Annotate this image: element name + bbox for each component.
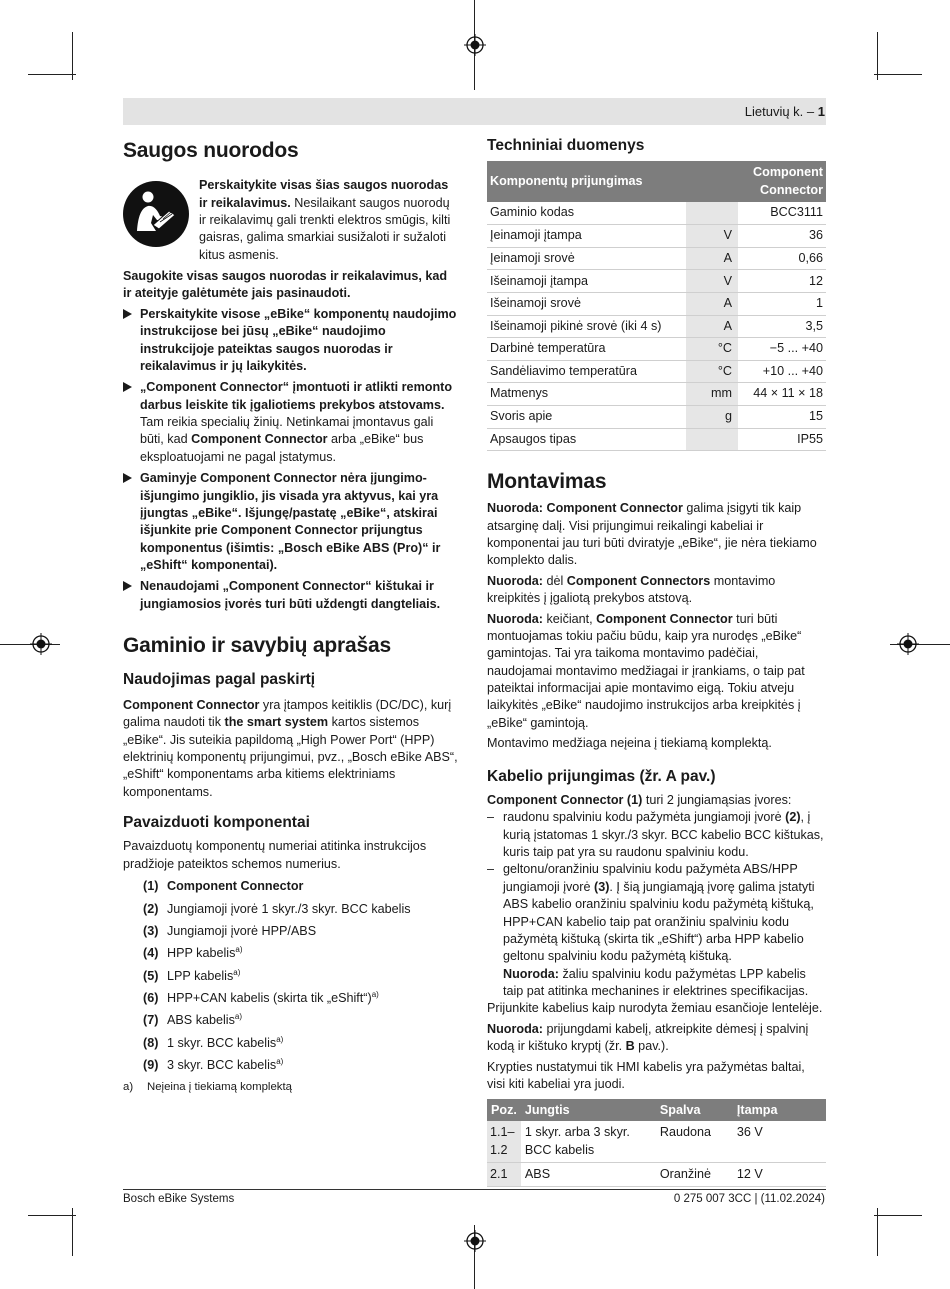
table-row: [487, 225, 826, 248]
component-label: HPP+CAN kabelis (skirta tik „eShift“): [167, 991, 372, 1005]
safety-item: [123, 379, 458, 466]
connection-table: [487, 1099, 826, 1187]
table-row: [487, 270, 826, 293]
product-title: Gaminio ir savybių aprašas: [123, 634, 391, 658]
cell-unit: A: [686, 315, 738, 338]
cell-unit: °C: [686, 360, 738, 383]
cell-label: Apsaugos tipas: [487, 428, 686, 451]
component-item: [123, 968, 458, 985]
safety-keep-text: Saugokite visas saugos nuorodas ir reikalavimus, kad ir ateityje galėtumėte jais pasinaudoti.: [123, 269, 448, 301]
arrow-bullet-icon: [123, 382, 132, 392]
safety-item: [123, 306, 458, 376]
cable-item-text: geltonu/oranžiniu spalviniu kodu pažymėta ABS/HPP jungiamoji įvorė: [503, 862, 798, 894]
tech-header-right: Component Connector: [738, 161, 826, 202]
note-bold: Component Connector: [596, 611, 733, 626]
cell-unit: [686, 202, 738, 225]
cell-value: −5 ... +40: [738, 338, 826, 361]
connection-table-header: [487, 1099, 826, 1121]
table-row: [487, 1163, 826, 1187]
crop-mark: [72, 32, 73, 80]
cell-value: 1: [738, 293, 826, 316]
table-row: [487, 202, 826, 225]
component-label: ABS kabelis: [167, 1013, 235, 1028]
note-text: montavimo kreipkitės į įgaliotą prekybos atstovą.: [487, 573, 776, 606]
cell-unit: °C: [686, 338, 738, 361]
cell-label: Svoris apie: [487, 405, 686, 428]
note-text: keičiant,: [542, 611, 597, 626]
cell-poz: 1.1–1.2: [487, 1121, 521, 1162]
cell-label: Darbinė temperatūra: [487, 338, 686, 361]
footnote-label: a): [123, 1080, 134, 1093]
cell-value: +10 ... +40: [738, 360, 826, 383]
table-row: [487, 405, 826, 428]
component-number: (8): [143, 1035, 159, 1050]
left-column: [123, 138, 458, 1095]
component-number: (1): [143, 879, 159, 894]
table-row: [487, 338, 826, 361]
cell-label: Matmenys: [487, 383, 686, 406]
safety-list: [123, 306, 458, 613]
note-label: Nuoroda:: [487, 501, 543, 516]
note-bold: B: [625, 1039, 635, 1054]
cable-intro-bold: Component Connector (1): [487, 792, 643, 807]
component-item: [123, 1057, 458, 1074]
footer-right: 0 275 007 3CC | (11.02.2024): [673, 1193, 825, 1205]
cell-poz: 2.1: [487, 1163, 521, 1187]
component-item: [123, 1012, 458, 1029]
cell-jungtis: ABS: [521, 1163, 656, 1187]
mount-note-1: [487, 500, 826, 570]
registration-mark-icon: [897, 633, 919, 655]
cable-intro-text: turi 2 jungiamąsias įvores:: [642, 792, 792, 807]
tech-table: [487, 161, 826, 451]
note-text: prijungdami kabelį, atkreipkite dėmesį į spalvinį kodą ir kištuko kryptį (žr.: [487, 1021, 809, 1054]
col-itampa: Įtampa: [733, 1099, 826, 1121]
note-bold: Component Connector: [542, 501, 683, 516]
component-label: 1 skyr. BCC kabelis: [167, 1035, 277, 1050]
safety-intro-text: [199, 177, 458, 264]
cell-spalva: Oranžinė: [656, 1163, 733, 1187]
crop-mark: [874, 74, 922, 75]
footnote-text: Neįeina į tiekiamą komplektą: [147, 1080, 292, 1093]
crop-mark: [28, 1215, 76, 1216]
cell-label: Įeinamoji srovė: [487, 247, 686, 270]
cable-item-number: (3): [594, 879, 610, 894]
safety-item: [123, 578, 458, 613]
component-item: [123, 878, 458, 895]
component-item: [123, 923, 458, 940]
arrow-bullet-icon: [123, 309, 132, 319]
crop-mark: [28, 74, 76, 75]
cell-label: Sandėliavimo temperatūra: [487, 360, 686, 383]
crop-mark: [874, 1215, 922, 1216]
note-bold: Component Connectors: [566, 573, 711, 588]
cell-itampa: 36 V: [733, 1121, 826, 1162]
cable-item-text: , į kurią įstatomas 1 skyr./3 skyr. BCC kabelio BCC kištukas, kuris taip pat yra su raudonu spalviniu kodu.: [503, 810, 824, 860]
cable-note: [487, 1021, 826, 1056]
cell-label: Išeinamoji srovė: [487, 293, 686, 316]
cable-connect: Prijunkite kabelius kaip nurodyta žemiau esančioje lentelėje.: [487, 1001, 823, 1016]
cell-label: Išeinamoji įtampa: [487, 270, 686, 293]
cable-list-item: [487, 861, 826, 1000]
header-bar: [123, 98, 826, 125]
footnote-ref: a): [234, 1012, 243, 1022]
cell-unit: A: [686, 247, 738, 270]
cell-unit: V: [686, 270, 738, 293]
safety-intro-rest: Nesilaikant saugos nuorodų ir reikalavimų gali trenkti elektros smūgis, kilti gaisras, galima smarkiai susižaloti ir sužaloti kitus asmenis.: [199, 195, 451, 262]
safety-item-text: Tam reikia specialių žinių. Netinkamai įmontavus gali būti, kad: [140, 415, 434, 447]
component-number: (4): [143, 946, 159, 961]
cell-value: 44 × 11 × 18: [738, 383, 826, 406]
note-text: dėl: [542, 573, 567, 588]
table-row: [487, 383, 826, 406]
component-number: (6): [143, 991, 159, 1005]
intended-use-text: [123, 697, 458, 801]
header-language: Lietuvių k. –: [744, 104, 818, 119]
dash-bullet: –: [487, 862, 495, 877]
cell-unit: [686, 428, 738, 451]
cable-item-text: raudonu spalviniu kodu pažymėta jungiamoji įvorė: [503, 810, 786, 825]
arrow-bullet-icon: [123, 473, 132, 483]
component-item: [123, 990, 458, 1007]
cell-unit: mm: [686, 383, 738, 406]
safety-intro: [123, 177, 458, 264]
cell-value: 3,5: [738, 315, 826, 338]
cell-value: 15: [738, 405, 826, 428]
col-poz: Poz.: [487, 1099, 521, 1121]
note-label: Nuoroda:: [487, 573, 543, 588]
cell-unit: g: [686, 405, 738, 428]
mount-material: Montavimo medžiaga neįeina į tiekiamą komplektą.: [487, 736, 772, 751]
safety-item-bold: „Component Connector“ įmontuoti ir atlikti remonto darbus leiskite tik įgaliotiems prekybos atstovams.: [140, 380, 453, 412]
mount-title: Montavimas: [487, 470, 607, 494]
footer-divider: [123, 1189, 826, 1190]
tech-title: Techniniai duomenys: [487, 137, 645, 154]
table-row: [487, 247, 826, 270]
components-intro: Pavaizduotų komponentų numeriai atitinka instrukcijos pradžioje pateiktos schemos numerius.: [123, 839, 427, 871]
intended-use-bold: the smart system: [224, 715, 329, 730]
cell-spalva: Raudona: [656, 1121, 733, 1162]
note-text: pav.).: [634, 1039, 669, 1054]
component-number: (5): [143, 968, 159, 983]
registration-mark-icon: [464, 1230, 486, 1252]
registration-mark-icon: [464, 34, 486, 56]
cell-unit: A: [686, 293, 738, 316]
page-header: [745, 103, 825, 121]
footnote-ref: a): [276, 1056, 284, 1066]
cable-item-text: . Į šią jungiamąją įvorę galima įstatyti ABS kabelio oranžiniu spalviniu kodu pažymėtą kištuką, HPP+CAN kabelio taip pat oranžiniu spalviniu kodu pažymėtą kištuką (skirta tik „eShift“) arba HPP kabelio geltonu spalviniu kodu pažymėtą kištuką.: [503, 879, 815, 964]
cable-item-text: žaliu spalviniu kodu pažymėtas LPP kabelis taip pat atitinka mechanines ir elektrines specifikacijas.: [503, 966, 809, 999]
cell-label: Išeinamoji pikinė srovė (iki 4 s): [487, 315, 686, 338]
component-label: 3 skyr. BCC kabelis: [167, 1058, 277, 1073]
cell-value: 0,66: [738, 247, 826, 270]
footer-left: Bosch eBike Systems: [123, 1193, 235, 1205]
components-title: Pavaizduoti komponentai: [123, 814, 310, 831]
intended-use-span: kartos sistemos „eBike“. Jis suteikia papildomą „High Power Port“ (HPP) elektrinių komponentų prijungimui, pvz., „Bosch eBike ABS“, „eShift“ komponentams arba kitiems elektriniams komponentams.: [123, 715, 458, 799]
safety-item: [123, 470, 458, 574]
col-spalva: Spalva: [656, 1099, 733, 1121]
component-item: [123, 1035, 458, 1052]
components-list: [123, 878, 458, 1074]
registration-mark-icon: [30, 633, 52, 655]
footnote-ref: a): [233, 967, 241, 977]
table-row: [487, 293, 826, 316]
cell-label: Gaminio kodas: [487, 202, 686, 225]
tech-table-header: [487, 161, 826, 202]
safety-keep: [123, 268, 458, 303]
component-number: (2): [143, 901, 159, 916]
footnote-ref: a): [235, 945, 243, 955]
note-label: Nuoroda:: [487, 1021, 543, 1036]
table-row: [487, 1121, 826, 1162]
component-number: (9): [143, 1058, 159, 1073]
intended-use-bold: Component Connector: [123, 697, 260, 712]
component-item: [123, 945, 458, 962]
cell-label: Įeinamoji įtampa: [487, 225, 686, 248]
mount-note-2: [487, 573, 826, 608]
component-label: Jungiamoji įvorė HPP/ABS: [167, 923, 317, 938]
intended-use-span: yra įtampos keitiklis (DC/DC), kurį galima naudoti tik: [123, 697, 452, 730]
safety-title: Saugos nuorodos: [123, 139, 299, 162]
cell-itampa: 12 V: [733, 1163, 826, 1187]
cable-list: [487, 809, 826, 1000]
safety-item-text: arba „eBike“ bus eksploatuojami ne pagal įstatymus.: [140, 432, 424, 464]
safety-item-text: Nenaudojami „Component Connector“ kištukai ir jungiamosios įvorės turi būti uždengti dangteliais.: [140, 579, 441, 611]
table-row: [487, 315, 826, 338]
cable-hmi: Krypties nustatymui tik HMI kabelis yra pažymėtas baltai, visi kiti kabeliai yra juodi.: [487, 1059, 805, 1091]
crop-mark: [877, 32, 878, 80]
intended-use-title: Naudojimas pagal paskirtį: [123, 671, 316, 689]
note-text: turi būti montuojamas tokiu pačiu būdu, kaip yra nurodęs „eBike“ gamintojas. Tai yra taikoma montavimo padėčiai, naudojamai montavimo medžiagai ir įrankiams, o taip pat pateiktai informacijai apie montavimo eigą. Tokiu atveju laikykitės „eBike“ naudojimo instrukcijos arba kreipkitės į „eBike“ gamintoją.: [487, 611, 805, 730]
note-label: Nuoroda:: [487, 611, 543, 626]
safety-intro-bold: Perskaitykite visas šias saugos nuorodas ir reikalavimus.: [199, 178, 449, 210]
component-label: Component Connector: [167, 879, 304, 894]
cell-value: IP55: [738, 428, 826, 451]
footnote-ref: a): [276, 1034, 284, 1044]
col-jungtis: Jungtis: [521, 1099, 656, 1121]
component-label: HPP kabelis: [167, 946, 236, 961]
component-number: (3): [143, 923, 159, 938]
note-label: Nuoroda:: [503, 966, 559, 981]
note-text: galima įsigyti tik kaip atsarginę dalį. Visi prijungimui reikalingi kabeliai ir komponentai jau turi būti dviratyje „eBike“, jie nėra tiekiamo komplekto dalis.: [487, 501, 817, 568]
table-row: [487, 360, 826, 383]
cell-value: 12: [738, 270, 826, 293]
safety-item-text: Perskaitykite visose „eBike“ komponentų naudojimo instrukcijose bei jūsų „eBike“ naudojimo instrukcijoje pateiktas saugos nuorodas ir reikalavimus ir jų laikykitės.: [140, 306, 457, 373]
cell-value: BCC3111: [738, 202, 826, 225]
mount-note-3: [487, 611, 826, 733]
safety-item-bold: Component Connector: [191, 432, 328, 447]
dash-bullet: –: [487, 810, 495, 825]
footnote: [123, 1080, 458, 1096]
cable-intro: [487, 792, 826, 809]
component-label: LPP kabelis: [167, 968, 234, 983]
cell-unit: V: [686, 225, 738, 248]
page-number: 1: [817, 104, 825, 119]
component-number: (7): [143, 1013, 159, 1028]
footnote-ref: a): [371, 989, 379, 999]
read-manual-icon: [123, 181, 189, 247]
arrow-bullet-icon: [123, 581, 132, 591]
cell-value: 36: [738, 225, 826, 248]
safety-item-text: Gaminyje Component Connector nėra įjungimo-išjungimo jungiklio, jis visada yra aktyvus, kai yra įjungtas „eBike“. Išjungę/pastatę „eBike“, atskirai išjunkite prie Component Connector prijungtus komponentus (išimtis: „Bosch eBike ABS (Pro)“ ir „eShift“ komponentai).: [140, 471, 441, 573]
cable-item-number: (2): [785, 810, 801, 825]
table-row: [487, 428, 826, 451]
right-column: [487, 136, 826, 1187]
cell-jungtis: 1 skyr. arba 3 skyr. BCC kabelis: [521, 1121, 656, 1162]
cable-list-item: [487, 809, 826, 861]
tech-header-left: Komponentų prijungimas: [487, 161, 738, 202]
component-item: [123, 901, 458, 918]
cable-title: Kabelio prijungimas (žr. A pav.): [487, 767, 716, 785]
component-label: Jungiamoji įvorė 1 skyr./3 skyr. BCC kabelis: [167, 901, 411, 916]
